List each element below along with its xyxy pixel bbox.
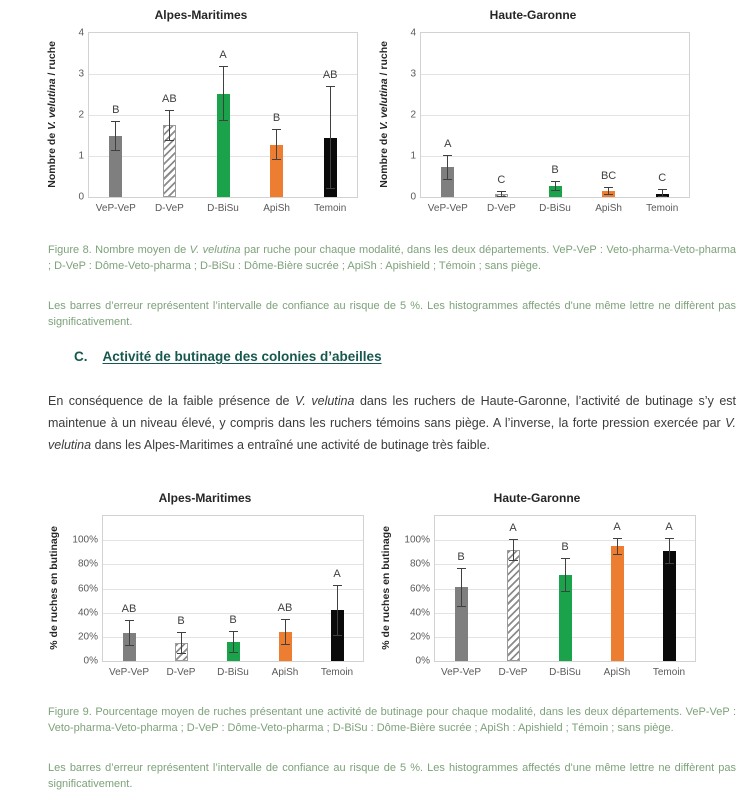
x-category-label: VeP-VeP — [427, 203, 468, 214]
significance-letter: A — [333, 567, 341, 580]
caption-text: Figure 8. Nombre moyen de — [48, 244, 190, 256]
y-axis-label-text: % de ruches en butinage — [380, 525, 392, 650]
y-axis-label-text: Nombre de — [378, 129, 390, 188]
error-bar — [457, 568, 466, 607]
x-category-label: VeP-VeP — [108, 667, 150, 678]
y-tick-label: 0% — [83, 655, 98, 667]
error-bar — [125, 620, 134, 647]
significance-letter: B — [177, 615, 185, 627]
significance-letter: A — [219, 49, 227, 62]
gridline — [103, 564, 363, 565]
y-tick-label: 4 — [410, 27, 416, 39]
plot-area — [410, 27, 690, 214]
error-bar — [281, 619, 290, 646]
error-bar — [613, 538, 622, 555]
y-axis-label-text: % de ruches en butinage — [48, 525, 60, 650]
significance-letter: C — [497, 173, 506, 186]
x-category-label: Temoin — [646, 203, 679, 214]
body-text: En conséquence de la faible présence de — [48, 393, 295, 408]
x-category-label: ApiSh — [263, 203, 290, 214]
chart-fig8-alpes-maritimes — [44, 6, 358, 214]
plot-area — [404, 515, 696, 678]
species-name-italic: V. velutina — [46, 78, 58, 130]
significance-letter: A — [444, 137, 452, 150]
x-category-label: ApiSh — [595, 203, 622, 214]
y-axis-label — [380, 526, 392, 650]
chart-fig9-alpes-maritimes — [46, 489, 364, 678]
body-text: dans les Alpes-Maritimes a entraîné une activité de butinage très faible. — [91, 437, 490, 452]
y-tick-label: 3 — [78, 68, 84, 80]
y-axis-label-text: / ruche — [378, 40, 390, 79]
x-category-label: D-BiSu — [539, 203, 571, 214]
significance-letter: A — [613, 520, 621, 533]
y-tick-label: 0% — [415, 655, 430, 667]
x-category-label: Temoin — [652, 667, 686, 678]
significance-letter: B — [561, 541, 569, 554]
significance-letter: B — [272, 112, 281, 125]
chart-title: Haute-Garonne — [489, 8, 577, 22]
y-tick-label: 40% — [409, 607, 430, 619]
significance-letter: AB — [121, 602, 137, 615]
error-bar — [165, 110, 174, 141]
significance-letter: B — [229, 613, 237, 626]
significance-letter: AB — [277, 601, 293, 614]
y-tick-label: 80% — [409, 558, 430, 570]
figure9-note: Les barres d’erreur représentent l’intervalle de confiance au risque de 5 %. Les histogrammes affectés d'une même lettre ne diffèrent pas significativement. — [48, 762, 736, 790]
body-text: dans les ruchers de Haute-Garonne, l’activité de butinage s’y est maintenue à un niveau élevé, y compris dans les ruchers témoins sans piège. A l’inverse, la forte pression exercée par — [48, 393, 736, 430]
y-tick-label: 0 — [410, 191, 416, 203]
y-axis-label-text: / ruche — [46, 40, 58, 79]
x-category-label: D-VeP — [154, 203, 184, 214]
x-category-label: VeP-VeP — [440, 667, 482, 678]
caption-text: par ruche pour chaque modalité, dans les deux départements. VeP-VeP : Veto-pharma-Veto-pharma ; D-VeP : Dôme-Veto-pharma ; D-BiSu : Dôme-Bière sucrée ; ApiSh : Apishield ; Témoin ; sans piège. — [48, 244, 736, 272]
x-category-label: D-VeP — [486, 203, 516, 214]
y-tick-label: 100% — [72, 534, 98, 546]
x-category-label: ApiSh — [603, 667, 631, 678]
error-bar — [229, 631, 238, 653]
y-axis-label-text: Nombre de — [46, 129, 58, 188]
y-tick-label: 0 — [78, 191, 84, 203]
y-tick-label: 4 — [78, 27, 84, 39]
chart-fig9-haute-garonne — [378, 489, 696, 678]
section-number: C. — [74, 349, 88, 364]
error-bar — [177, 632, 186, 654]
error-bar — [509, 539, 518, 561]
x-category-label: Temoin — [314, 203, 347, 214]
x-category-label: D-BiSu — [217, 667, 249, 678]
error-bar — [551, 181, 560, 192]
error-bar — [326, 86, 335, 189]
significance-letter: A — [509, 521, 517, 534]
y-tick-label: 40% — [77, 607, 98, 619]
figure8-caption — [48, 242, 736, 274]
gridline — [421, 156, 689, 157]
x-category-label: D-BiSu — [549, 667, 581, 678]
error-bar — [333, 585, 342, 636]
bar-temoin — [663, 551, 676, 661]
error-bar — [219, 66, 228, 121]
figure8-note: Les barres d’erreur représentent l’intervalle de confiance au risque de 5 %. Les histogrammes affectés d'une même lettre ne diffèrent pas significativement. — [48, 300, 736, 328]
y-tick-label: 20% — [77, 631, 98, 643]
error-bar — [561, 558, 570, 592]
species-name-italic: V. velutina — [48, 415, 736, 452]
significance-letter: AB — [162, 92, 177, 105]
error-bar — [658, 189, 667, 197]
significance-letter: B — [112, 104, 120, 117]
section-heading-c — [74, 349, 382, 364]
y-tick-label: 2 — [410, 109, 416, 121]
plot-area — [72, 515, 364, 678]
error-bar — [443, 155, 452, 180]
species-name-italic: V. velutina — [294, 393, 355, 408]
significance-letter: B — [551, 163, 559, 176]
gridline — [103, 540, 363, 541]
x-category-label: Temoin — [320, 667, 354, 678]
error-bar — [604, 187, 613, 195]
y-tick-label: 1 — [78, 150, 84, 162]
x-category-label: VeP-VeP — [95, 203, 136, 214]
gridline — [103, 589, 363, 590]
y-tick-label: 1 — [410, 150, 416, 162]
significance-letter: A — [665, 520, 673, 533]
chart-title: Haute-Garonne — [493, 491, 581, 505]
significance-letter: B — [457, 550, 465, 563]
section-title: Activité de butinage des colonies d’abeilles — [102, 349, 382, 364]
plot-area — [78, 27, 358, 214]
y-tick-label: 20% — [409, 631, 430, 643]
y-tick-label: 80% — [77, 558, 98, 570]
significance-letter: AB — [322, 69, 338, 82]
y-tick-label: 3 — [410, 68, 416, 80]
y-tick-label: 60% — [77, 583, 98, 594]
significance-letter: BC — [600, 169, 617, 182]
gridline — [421, 74, 689, 75]
bar-d-vep — [507, 550, 520, 661]
gridline — [421, 115, 689, 116]
x-category-label: ApiSh — [271, 667, 299, 678]
species-name-italic: V. velutina — [189, 244, 241, 256]
x-category-label: D-VeP — [498, 667, 528, 678]
chart-title: Alpes-Maritimes — [154, 8, 248, 22]
species-name-italic: V. velutina — [378, 78, 390, 130]
y-tick-label: 2 — [78, 109, 84, 121]
bar-apish — [611, 546, 624, 661]
chart-title: Alpes-Maritimes — [158, 491, 252, 505]
x-category-label: D-BiSu — [207, 203, 239, 214]
x-category-label: D-VeP — [166, 667, 196, 678]
significance-letter: C — [658, 171, 667, 184]
chart-fig8-haute-garonne — [376, 6, 690, 214]
body-paragraph — [48, 390, 736, 456]
y-tick-label: 100% — [404, 534, 430, 546]
error-bar — [665, 538, 674, 565]
error-bar — [111, 121, 120, 151]
error-bar — [272, 129, 281, 159]
y-tick-label: 60% — [409, 583, 430, 594]
y-axis-label — [48, 526, 60, 650]
error-bar — [497, 191, 506, 197]
figure9-caption: Figure 9. Pourcentage moyen de ruches présentant une activité de butinage pour chaque modalité, dans les deux départements. VeP-VeP : Veto-pharma-Veto-pharma ; D-VeP : Dôme-Veto-pharma ; D-BiSu : Dôme-Bière sucrée ; ApiSh : Apishield ; Témoin ; sans piège. — [48, 706, 736, 734]
